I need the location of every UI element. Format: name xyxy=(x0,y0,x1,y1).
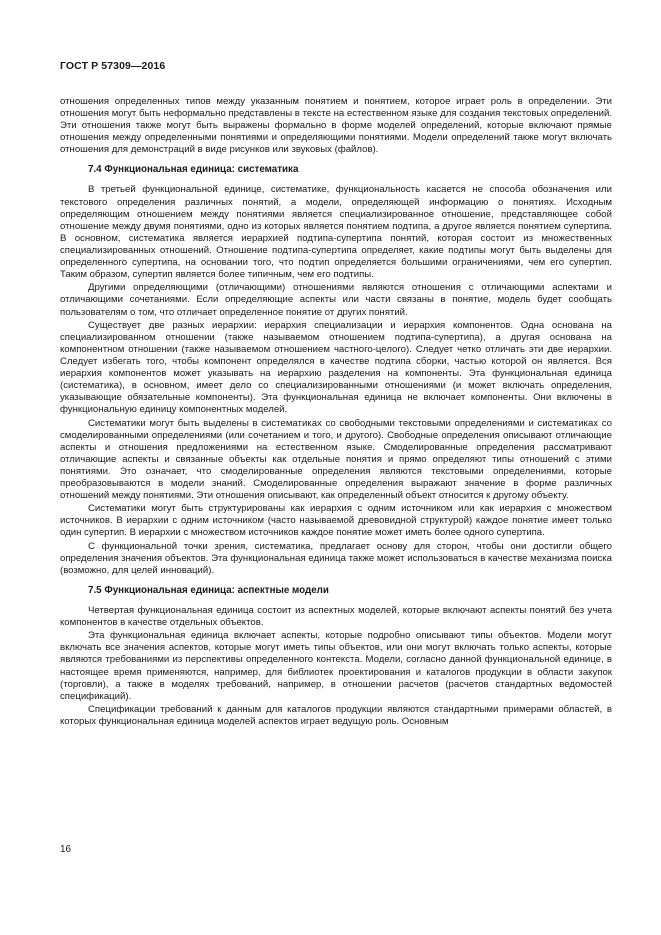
section-heading-7-4: 7.4 Функциональная единица: систематика xyxy=(88,164,299,176)
section-7-4-paragraph-1: В третьей функциональной единице, систематике, функциональность касается не способа обозначения или текстового определения различных понятий, а модели, определяющей информацию о понятиях. Исходным определяющим отношением между понятиями является специализированное отношение, представляющее собой отношение между двумя понятиями, одно из которых является понятием подтипа, а другое является понятием супертипа. В основном, систематика является иерархией подтипа-супертипа понятий, которая состоит из множественных специализированных отношений. Отношение подтипа-супертипа определяет, какие подтипы могут быть выделены для определенного супертипа, на основании того, что подтип определяется большими ограничениями, чем его супертип. Таким образом, супертип является более типичным, чем его подтипы. xyxy=(60,184,612,281)
page-body xyxy=(60,96,612,728)
section-heading-7-5: 7.5 Функциональная единица: аспектные модели xyxy=(88,584,329,596)
page-number: 16 xyxy=(60,844,72,855)
section-7-4-paragraph-2: Другими определяющими (отличающими) отношениями являются отношения с отличающими аспектами и отличающими сочетаниями. Если определяющие аспекты или части связаны в понятие, модель будет сообщать пользователям о том, что отличает определенное понятие от других понятий. xyxy=(60,282,612,318)
continued-paragraph: отношения определенных типов между указанным понятием и понятием, которое играет роль в определении. Эти отношения могут быть неформально представлены в тексте на естественном языке для создания текстовых определений. Эти отношения также могут быть выражены формально в форме моделей определений, которые включают прямые отношения между определенными понятиями и определяющими понятиями. Модели определений также могут включать отношения для демонстраций в виде рисунков или звуковых (файлов). xyxy=(60,96,612,156)
section-7-5-paragraph-1: Четвертая функциональная единица состоит из аспектных моделей, которые включают аспекты понятий без учета компонентов в качестве отдельных объектов. xyxy=(60,604,612,629)
section-7-4-paragraph-4: Систематики могут быть выделены в систематиках со свободными текстовыми определениями и систематиках со смоделированными определениями (или сочетанием и того, и другого). Свободные определения описывают отличающие аспекты и отношения предложениями на естественном языке. Смоделированные определения рассматривают отличающие аспекты и связанные объекты как отдельные понятия и прямо определяют типы отношений с этими понятиями. Это означает, что смоделированные определения являются текстовыми определениями, которые преобразовываются в модели знаний. Смоделированные определения выражают значение в форме различных отношений между понятиями. Эти отношения описывают, как определенный объект относится к другому объекту. xyxy=(60,417,612,502)
section-7-5-paragraph-3: Спецификации требований к данным для каталогов продукции являются стандартными примерами областей, в которых функциональная единица моделей аспектов играет ведущую роль. Основным xyxy=(60,703,612,727)
document-header: ГОСТ Р 57309—2016 xyxy=(60,60,166,72)
section-7-4-paragraph-3: Существует две разных иерархии: иерархия специализации и иерархия компонентов. Одна основана на специализированном отношении (также называемом отношением подтипа-супертипа), а другая основана на компонентном отношении (также называемом отношением частного-целого). Следует четко отличать эти две иерархии. Следует избегать того, чтобы компонент определялся в качестве подтипа сборки, частью которой он является. Вся иерархия компонентов может указывать на иерархию разделения на компоненты. Эта функциональная единица (систематика), в основном, имеет дело со специализированными отношениями (и может включать определения, указывающие обязательные компоненты). Эта функциональная единица не включает компоненты. Они включены в функциональную единицу компонентных моделей. xyxy=(60,319,612,416)
section-7-4-paragraph-6: С функциональной точки зрения, систематика, предлагает основу для сторон, чтобы они достигли общего определения значения объектов. Эта функциональная единица также может использоваться в качестве механизма поиска (возможно, для целей инноваций). xyxy=(60,540,612,576)
section-7-4-paragraph-5: Систематики могут быть структурированы как иерархия с одним источником или как иерархия с множеством источников. В иерархии с одним источником (часто называемой древовидной структурой) каждое понятие имеет только один супертип. В иерархии с множеством источников каждое понятие может иметь более одного супертипа. xyxy=(60,503,612,539)
section-7-5-paragraph-2: Эта функциональная единица включает аспекты, которые подробно описывают типы объектов. Модели могут включать все значения аспектов, которые могут иметь типы объектов, или они могут включать только аспекты, которые являются требованиями из перспективы определенного контекста. Модели, согласно данной функциональной единице, в настоящее время применяются, например, для библиотек проектирования и каталогов продукции в области закупок (торговли), а также в моделях требований, например, в отношении расчетов (расчетов стандартных ведомостей спецификаций). xyxy=(60,630,612,702)
